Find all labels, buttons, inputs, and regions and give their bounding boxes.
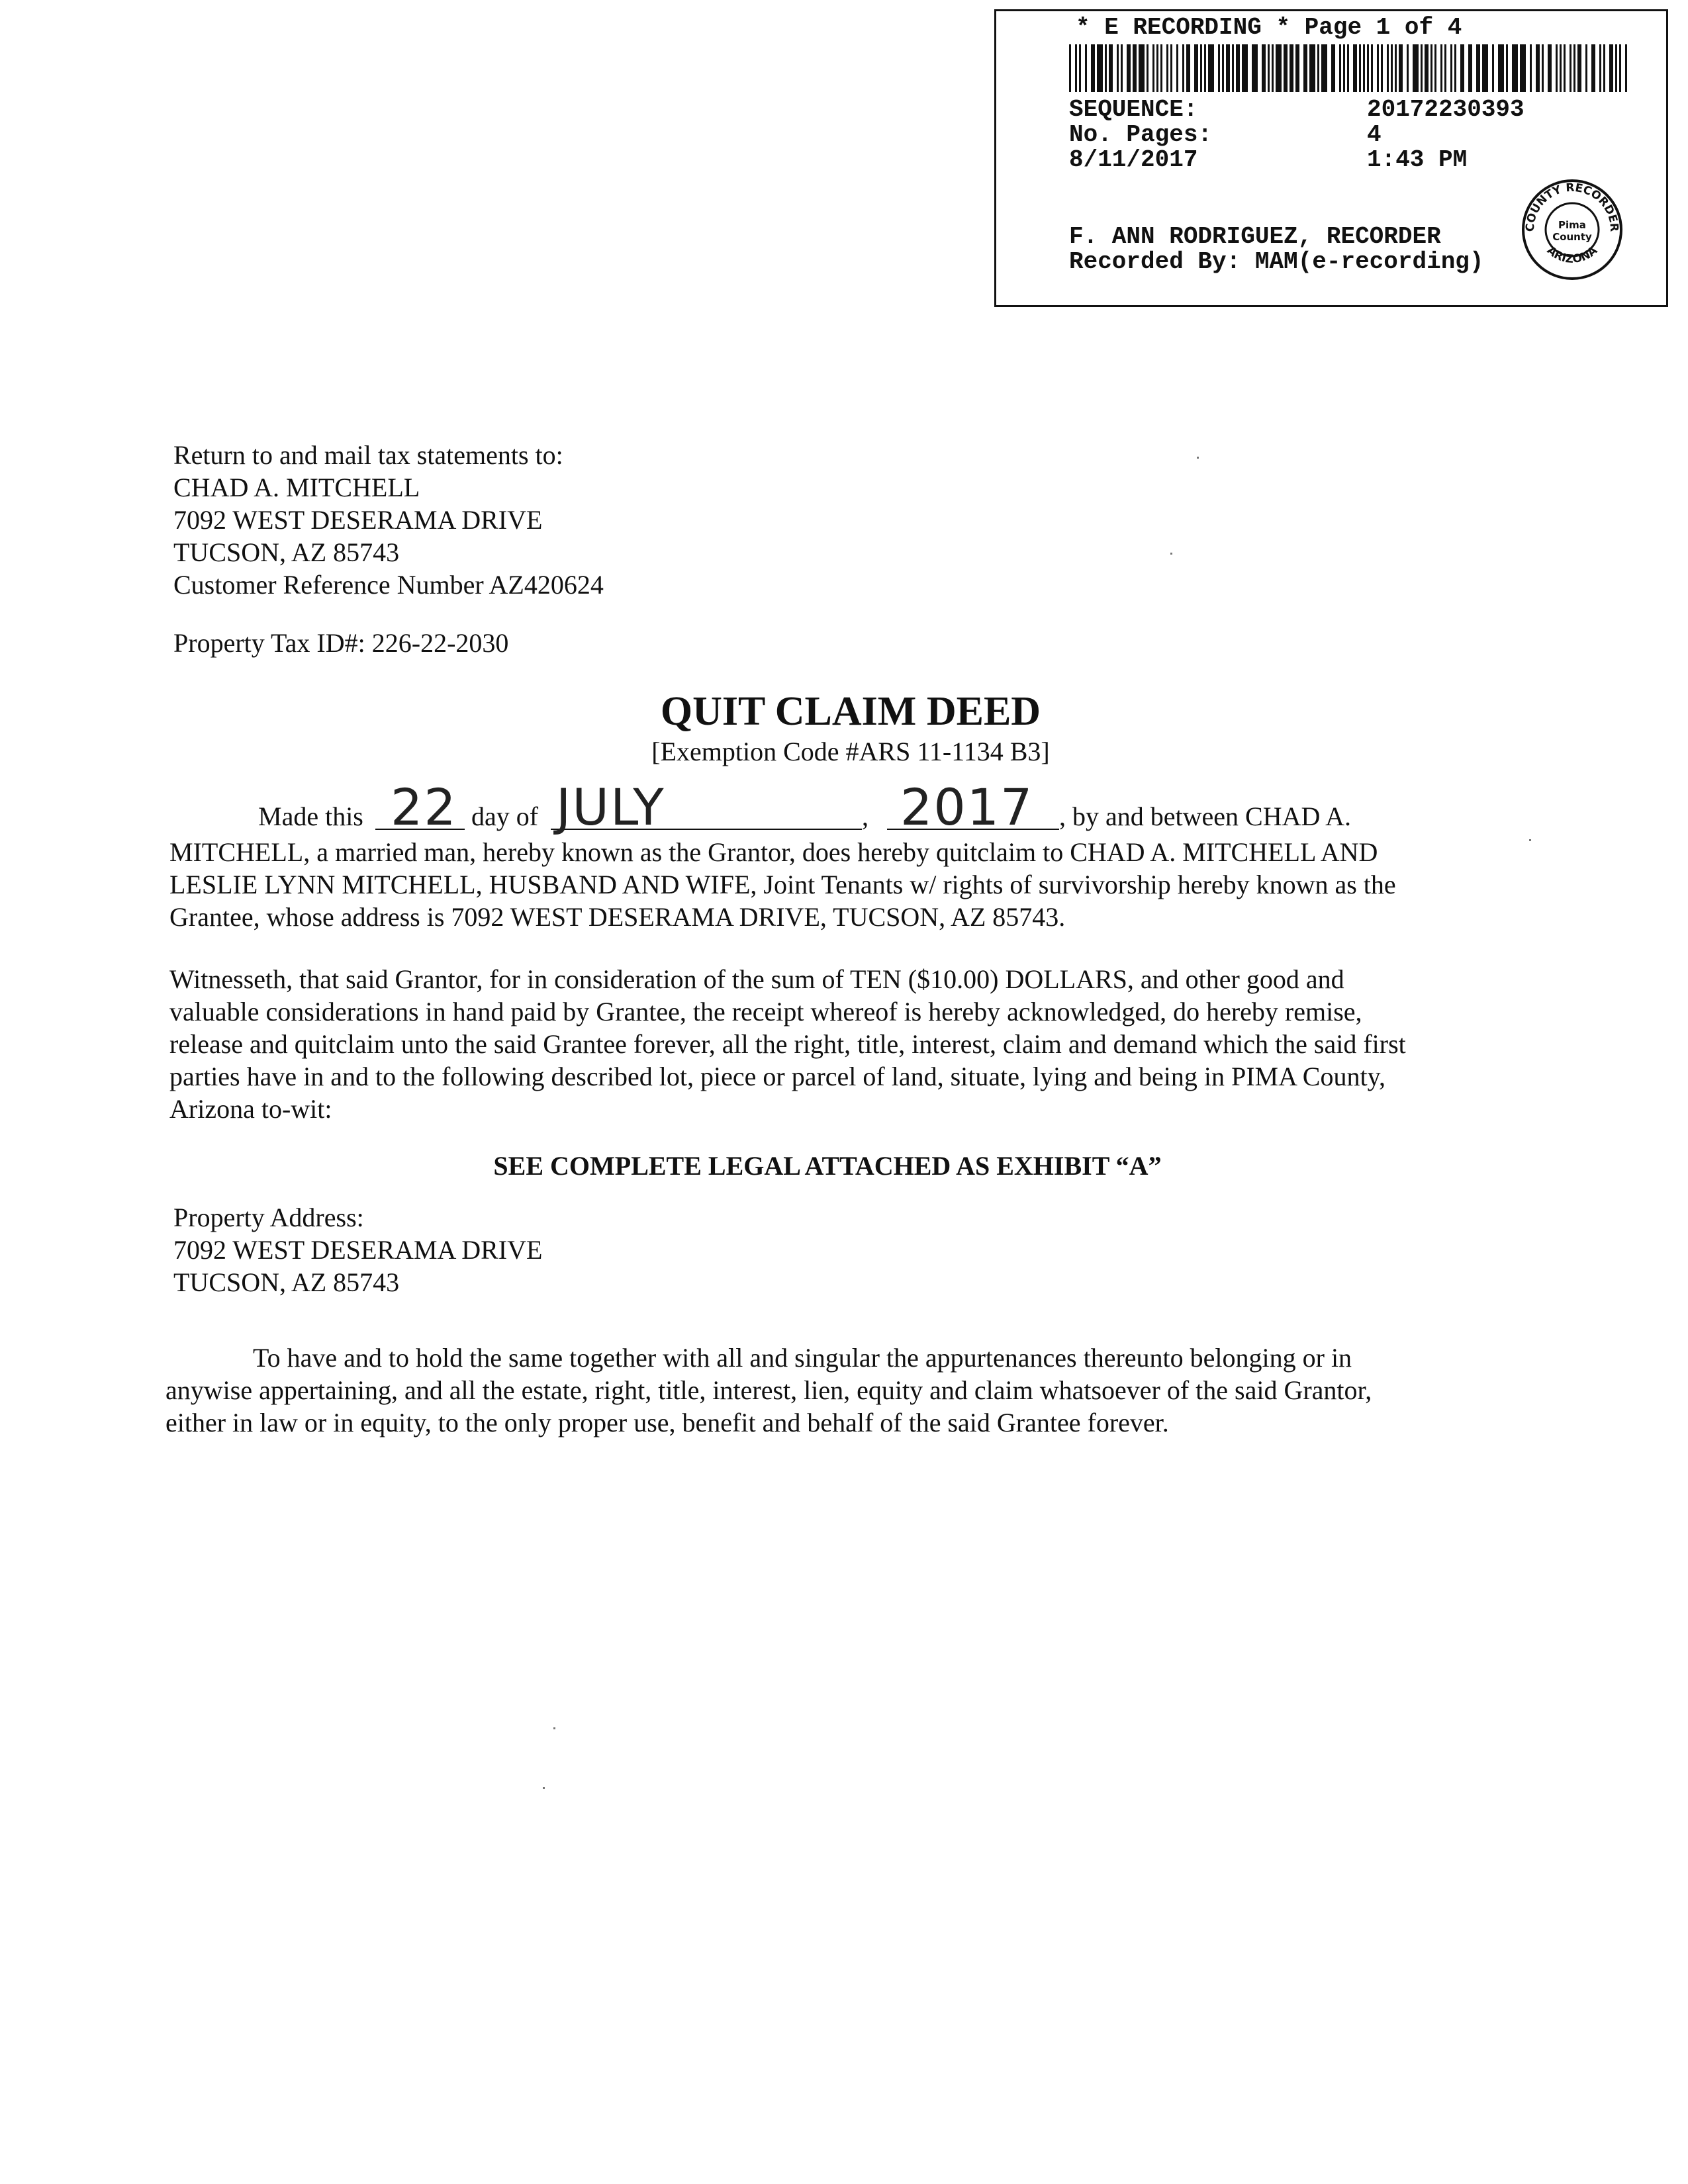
- barcode-bar: [1492, 44, 1494, 92]
- barcode-bar: [1331, 44, 1335, 92]
- barcode-bar: [1152, 44, 1154, 92]
- customer-reference: Customer Reference Number AZ420624: [173, 570, 604, 600]
- barcode-bar: [1556, 44, 1558, 92]
- barcode-bar: [1276, 44, 1282, 92]
- barcode-bar: [1407, 44, 1409, 92]
- return-to-label: Return to and mail tax statements to:: [173, 440, 563, 470]
- barcode-bar: [1105, 44, 1107, 92]
- barcode-bar: [1200, 44, 1202, 92]
- barcode-bar: [1577, 44, 1581, 92]
- barcode-bar: [1542, 44, 1544, 92]
- barcode-bar: [1139, 44, 1145, 92]
- barcode-bar: [1377, 44, 1379, 92]
- barcode-bar: [1121, 44, 1123, 92]
- barcode-bar: [1573, 44, 1575, 92]
- barcode-bar: [1599, 44, 1601, 92]
- barcode-bar: [1170, 44, 1172, 92]
- barcode-bar: [1548, 44, 1552, 92]
- barcode-bar: [1186, 44, 1190, 92]
- barcode-bar: [1425, 44, 1429, 92]
- barcode-bar: [1295, 44, 1299, 92]
- barcode-bar: [1421, 44, 1423, 92]
- seal-center-bottom: County: [1552, 231, 1592, 243]
- barcode-bar: [1218, 44, 1220, 92]
- seal-bottom-text: ARIZONA: [1544, 244, 1601, 267]
- seal-center-top: Pima: [1558, 219, 1586, 231]
- parties-line-3: Grantee, whose address is 7092 WEST DESERAMA DRIVE, TUCSON, AZ 85743.: [169, 902, 1066, 932]
- witnesseth-line-5: Arizona to-wit:: [169, 1094, 332, 1124]
- witnesseth-line-4: parties have in and to the following described lot, piece or parcel of land, situate, lying and being in PIMA County,: [169, 1062, 1385, 1091]
- recording-time: 1:43 PM: [1367, 146, 1468, 173]
- barcode-bar: [1609, 44, 1613, 92]
- property-address-label: Property Address:: [173, 1203, 364, 1232]
- barcode-bar: [1176, 44, 1178, 92]
- witnesseth-line-2: valuable considerations in hand paid by Grantee, the receipt whereof is hereby acknowledged, do hereby remise,: [169, 997, 1362, 1026]
- barcode-bar: [1460, 44, 1464, 92]
- property-tax-id: Property Tax ID#: 226-22-2030: [173, 628, 509, 658]
- barcode-bar: [1371, 44, 1373, 92]
- barcode-bar: [1482, 44, 1488, 92]
- barcode-bar: [1468, 44, 1472, 92]
- exhibit-reference: SEE COMPLETE LEGAL ATTACHED AS EXHIBIT “A”: [493, 1151, 1162, 1181]
- day-of-label: day of: [471, 801, 539, 831]
- barcode-bar: [1222, 44, 1224, 92]
- barcode-bar: [1204, 44, 1206, 92]
- barcode-bar: [1343, 44, 1345, 92]
- recorded-by: Recorded By: MAM(e-recording): [1069, 248, 1484, 275]
- return-to-street: 7092 WEST DESERAMA DRIVE: [173, 505, 543, 535]
- barcode-bar: [1381, 44, 1383, 92]
- barcode-bar: [1309, 44, 1315, 92]
- barcode-bar: [1603, 44, 1605, 92]
- barcode-bar: [1147, 44, 1149, 92]
- barcode-bar: [1268, 44, 1270, 92]
- barcode-bar: [1367, 44, 1369, 92]
- sequence-label: SEQUENCE:: [1069, 96, 1198, 123]
- barcode-bar: [1160, 44, 1162, 92]
- barcode-bar: [1359, 44, 1361, 92]
- barcode-bar: [1506, 44, 1508, 92]
- barcode-bar: [1399, 44, 1403, 92]
- scan-speck: [543, 1787, 545, 1789]
- svg-text:ARIZONA: [1544, 244, 1601, 266]
- barcode-bar: [1395, 44, 1397, 92]
- county-seal-icon: [1519, 177, 1625, 283]
- barcode-bar: [1444, 44, 1446, 92]
- barcode-bar: [1208, 44, 1214, 92]
- barcode-bar: [1069, 44, 1071, 92]
- barcode-bar: [1085, 44, 1087, 92]
- scan-speck: [1197, 457, 1199, 459]
- barcode-bar: [1236, 44, 1240, 92]
- recorder-name: F. ANN RODRIGUEZ, RECORDER: [1069, 223, 1441, 250]
- handwritten-year: 2017: [900, 778, 1034, 837]
- witnesseth-line-3: release and quitclaim unto the said Grantee forever, all the right, title, interest, claim and demand which the said first: [169, 1029, 1406, 1059]
- handwritten-month: JULY: [556, 778, 665, 837]
- barcode-bar: [1226, 44, 1230, 92]
- barcode-bar: [1413, 44, 1419, 92]
- scan-speck: [553, 1727, 555, 1729]
- stamp-header: * E RECORDING * Page 1 of 4: [1076, 14, 1462, 41]
- barcode-bar: [1109, 44, 1113, 92]
- recording-stamp: [994, 9, 1668, 307]
- barcode-bar: [1434, 44, 1436, 92]
- witnesseth-line-1: Witnesseth, that said Grantor, for in consideration of the sum of TEN ($10.00) DOLLARS, and other good and: [169, 964, 1344, 994]
- exemption-code: [Exemption Code #ARS 11-1134 B3]: [651, 737, 1050, 766]
- barcode-bar: [1591, 44, 1595, 92]
- return-to-name: CHAD A. MITCHELL: [173, 473, 420, 502]
- barcode-bar: [1075, 44, 1077, 92]
- barcode-bar: [1232, 44, 1234, 92]
- made-line-rest: , by and between CHAD A.: [1059, 801, 1352, 831]
- month-comma: ,: [862, 801, 868, 831]
- barcode-bar: [1476, 44, 1480, 92]
- barcode-bar: [1440, 44, 1442, 92]
- barcode-bar: [1272, 44, 1274, 92]
- barcode-bar: [1530, 44, 1532, 92]
- barcode-bar: [1321, 44, 1327, 92]
- barcode-bar: [1156, 44, 1158, 92]
- barcode-bar: [1127, 44, 1131, 92]
- barcode-bar: [1242, 44, 1248, 92]
- barcode-bar: [1091, 44, 1095, 92]
- barcode-bar: [1353, 44, 1357, 92]
- barcode-bar: [1391, 44, 1393, 92]
- scan-speck: [1529, 839, 1531, 841]
- barcode-bar: [1564, 44, 1566, 92]
- barcode-bar: [1133, 44, 1137, 92]
- barcode-bar: [1194, 44, 1198, 92]
- property-address-city: TUCSON, AZ 85743: [173, 1267, 400, 1297]
- barcode-bar: [1166, 44, 1168, 92]
- habendum-line-1: To have and to hold the same together with all and singular the appurtenances thereunto belonging or in: [253, 1343, 1352, 1373]
- barcode-bar: [1284, 44, 1288, 92]
- barcode-bar: [1117, 44, 1119, 92]
- pages-value: 4: [1367, 121, 1382, 148]
- barcode-bar: [1498, 44, 1504, 92]
- barcode-bar: [1097, 44, 1103, 92]
- barcode-bar: [1570, 44, 1571, 92]
- return-to-city: TUCSON, AZ 85743: [173, 537, 400, 567]
- barcode-bar: [1339, 44, 1341, 92]
- barcode-bar: [1430, 44, 1432, 92]
- barcode-bar: [1387, 44, 1389, 92]
- barcode-bar: [1560, 44, 1562, 92]
- property-address-street: 7092 WEST DESERAMA DRIVE: [173, 1235, 543, 1265]
- barcode-bar: [1303, 44, 1307, 92]
- habendum-line-2: anywise appertaining, and all the estate, right, title, interest, lien, equity and claim whatsoever of the said Grantor,: [165, 1375, 1372, 1405]
- made-this-label: Made this: [258, 801, 363, 831]
- habendum-line-3: either in law or in equity, to the only proper use, benefit and behalf of the said Grantee forever.: [165, 1408, 1169, 1437]
- barcode-bar: [1079, 44, 1081, 92]
- parties-line-1: MITCHELL, a married man, hereby known as the Grantor, does hereby quitclaim to CHAD A. MITCHELL AND: [169, 837, 1378, 867]
- pages-label: No. Pages:: [1069, 121, 1213, 148]
- barcode-bar: [1182, 44, 1184, 92]
- handwritten-day: 22: [391, 778, 457, 837]
- scan-speck: [1170, 553, 1172, 555]
- barcode: [1069, 44, 1632, 92]
- document-title: QUIT CLAIM DEED: [660, 689, 1041, 734]
- parties-line-2: LESLIE LYNN MITCHELL, HUSBAND AND WIFE, Joint Tenants w/ rights of survivorship hereby known as the: [169, 870, 1396, 899]
- barcode-bar: [1619, 44, 1621, 92]
- barcode-bar: [1536, 44, 1540, 92]
- seal-top-text: COUNTY RECORDER: [1523, 181, 1621, 232]
- barcode-bar: [1454, 44, 1456, 92]
- barcode-bar: [1625, 44, 1627, 92]
- barcode-bar: [1317, 44, 1319, 92]
- barcode-bar: [1289, 44, 1293, 92]
- barcode-bar: [1363, 44, 1365, 92]
- barcode-bar: [1252, 44, 1258, 92]
- barcode-bar: [1585, 44, 1587, 92]
- barcode-bar: [1347, 44, 1349, 92]
- barcode-bar: [1512, 44, 1518, 92]
- barcode-bar: [1262, 44, 1266, 92]
- barcode-bar: [1450, 44, 1452, 92]
- barcode-bar: [1615, 44, 1617, 92]
- barcode-bar: [1520, 44, 1526, 92]
- sequence-value: 20172230393: [1367, 96, 1524, 123]
- recording-date: 8/11/2017: [1069, 146, 1198, 173]
